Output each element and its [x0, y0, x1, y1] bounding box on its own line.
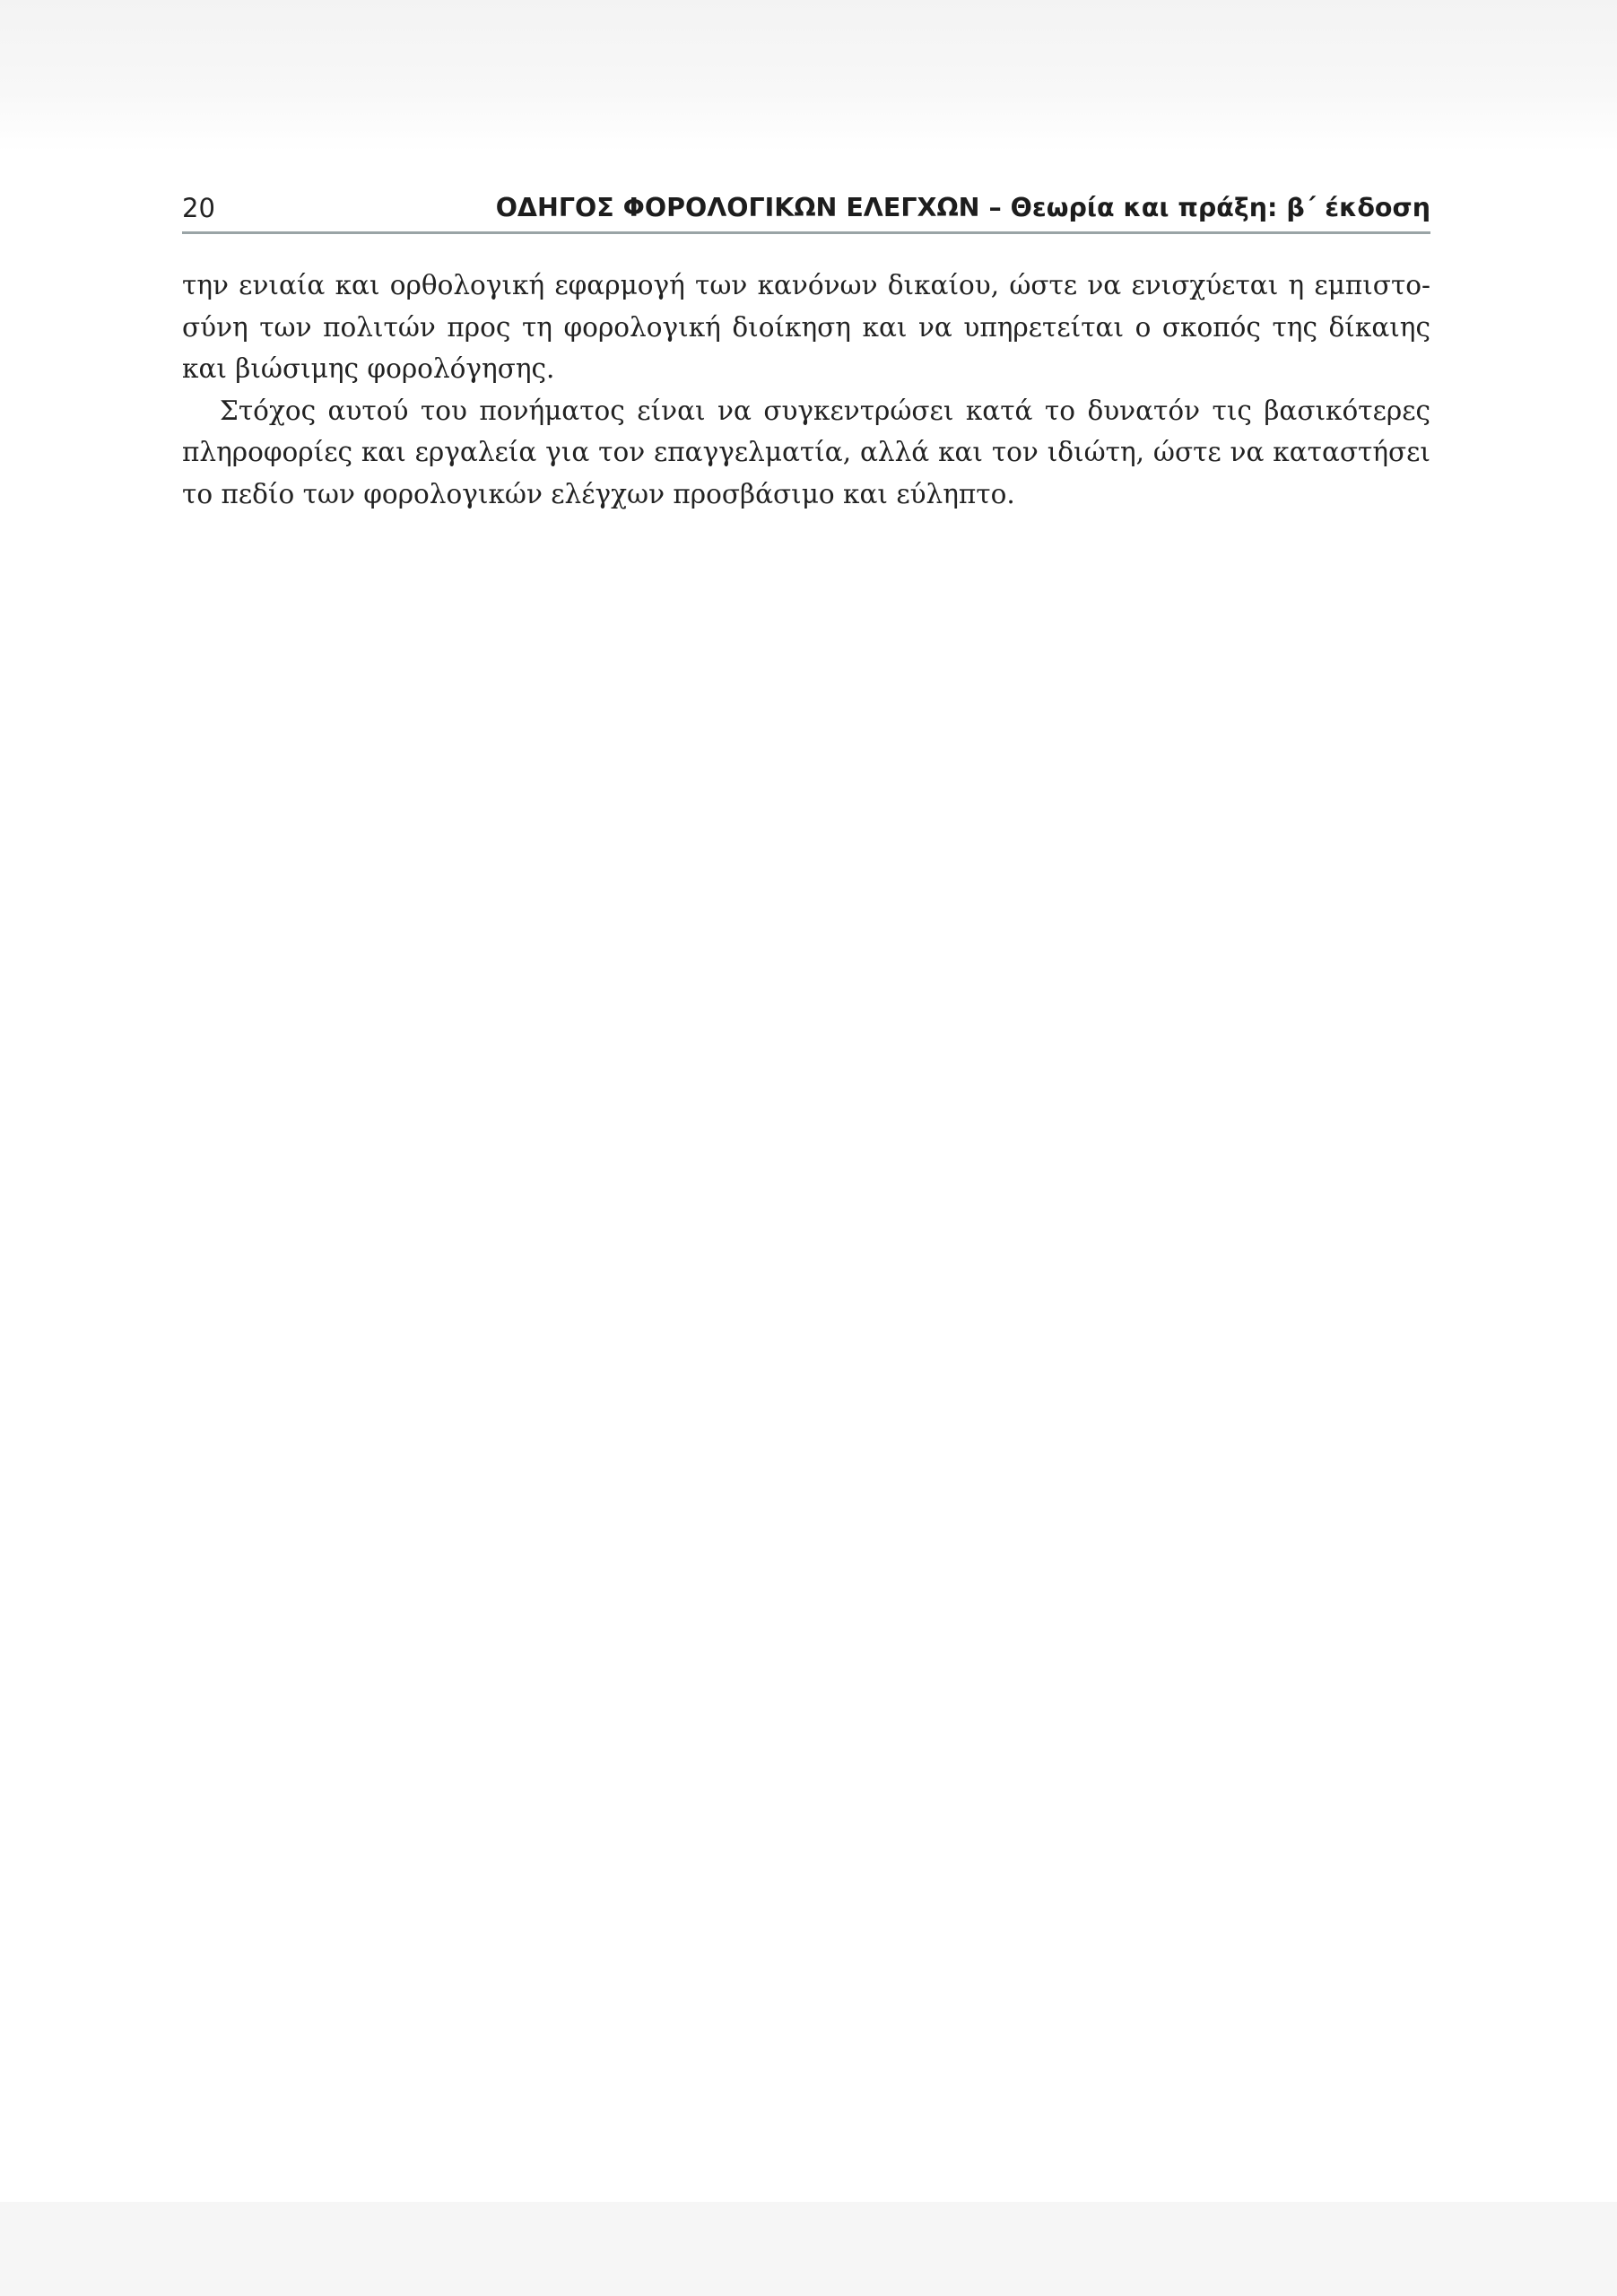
running-header-title: ΟΔΗΓΟΣ ΦΟΡΟΛΟΓΙΚΩΝ ΕΛΕΓΧΩΝ – Θεωρία και πράξη: β΄ έκδοση: [495, 193, 1430, 222]
scan-shade-bottom: [0, 2202, 1617, 2296]
paragraph-1-line-2: σύνη των πολιτών προς τη φορολογική διοίκηση και να υπηρετείται ο σκοπός της δίκαιης: [182, 311, 1430, 343]
body-text: [182, 265, 1430, 515]
paragraph-2: [182, 390, 1430, 516]
paragraph-1: [182, 265, 1430, 390]
paragraph-1-line-3: και βιώσιμης φορολόγησης.: [182, 353, 555, 384]
page-number: 20: [182, 193, 215, 223]
scan-shade-top: [0, 0, 1617, 152]
paragraph-1-line-1: την ενιαία και ορθολογική εφαρμογή των κανόνων δικαίου, ώστε να ενισχύεται η εμπιστο-: [182, 270, 1430, 300]
paragraph-2-line-1: Στόχος αυτού του πονήματος είναι να συγκεντρώσει κατά το δυνατόν τις βασικότερες: [220, 395, 1430, 426]
paragraph-2-line-2: πληροφορίες και εργαλεία για τον επαγγελματία, αλλά και τον ιδιώτη, ώστε να καταστήσει: [182, 437, 1430, 467]
paragraph-2-line-3: το πεδίο των φορολογικών ελέγχων προσβάσιμο και εύληπτο.: [182, 478, 1015, 509]
running-header: [182, 190, 1430, 234]
